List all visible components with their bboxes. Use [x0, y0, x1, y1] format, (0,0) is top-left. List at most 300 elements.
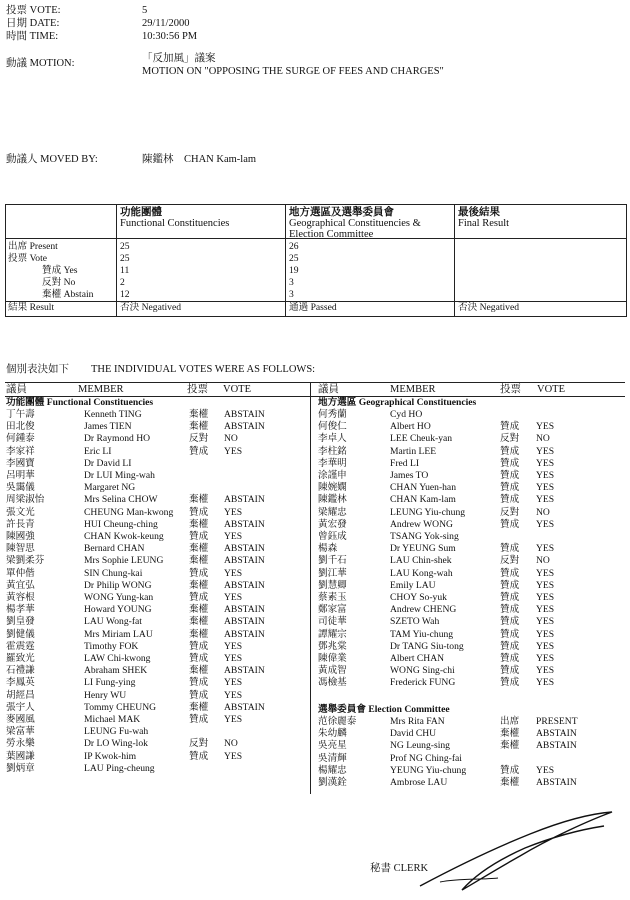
member-vote-cn: 反對	[500, 506, 520, 518]
member-vote-cn: 贊成	[500, 677, 520, 689]
member-name-cn: 單仲偕	[6, 567, 35, 579]
member-row	[318, 494, 623, 506]
member-name-en: Andrew CHENG	[390, 604, 457, 616]
member-name-cn: 呂明華	[6, 470, 35, 481]
member-name-en: CHEUNG Man-kwong	[84, 506, 174, 518]
member-vote-cn: 贊成	[500, 628, 520, 640]
member-vote-cn: 棄權	[189, 616, 209, 628]
member-name-en: Mrs Selina CHOW	[84, 494, 158, 506]
member-vote-en: ABSTAIN	[224, 665, 265, 677]
member-row	[6, 616, 306, 628]
member-vote-en: ABSTAIN	[224, 409, 265, 420]
member-vote-cn: 棄權	[189, 518, 209, 530]
left-header-vote-cn: 投票	[187, 384, 208, 395]
left-header-member-en: MEMBER	[78, 384, 124, 395]
member-name-en: Howard YOUNG	[84, 604, 152, 616]
member-name-en: CHOY So-yuk	[390, 592, 447, 603]
member-row	[6, 446, 306, 458]
member-name-en: LEUNG Yiu-chung	[390, 506, 466, 518]
member-vote-en: YES	[224, 640, 243, 652]
member-name-cn: 黃成智	[318, 665, 347, 677]
member-vote-cn: 棄權	[189, 701, 209, 713]
member-name-cn: 何秀蘭	[318, 409, 347, 420]
mover-label: 動議人 MOVED BY:	[6, 154, 98, 165]
member-vote-cn: 反對	[500, 555, 520, 567]
member-row	[318, 604, 623, 616]
member-vote-en: YES	[224, 714, 243, 725]
member-vote-en: YES	[536, 653, 555, 664]
member-name-cn: 周梁淑怡	[6, 494, 45, 506]
member-name-cn: 劉炳章	[6, 762, 35, 774]
member-name-en: Dr David LI	[84, 457, 132, 469]
member-vote-cn: 贊成	[189, 714, 209, 725]
member-vote-cn: 反對	[500, 433, 520, 445]
member-vote-en: YES	[536, 665, 555, 677]
member-name-en: IP Kwok-him	[84, 750, 137, 762]
member-vote-cn: 贊成	[500, 579, 520, 591]
member-vote-cn: 贊成	[500, 543, 520, 555]
member-name-cn: 勞永樂	[6, 738, 35, 750]
member-vote-cn: 贊成	[500, 640, 520, 652]
member-row	[318, 753, 623, 765]
row-label-present: 出席 Present	[8, 241, 58, 252]
member-row	[6, 726, 306, 738]
summary-col-geo-en2: Election Committee	[289, 229, 374, 240]
member-vote-cn: 棄權	[189, 604, 209, 616]
member-name-en: CHAN Kwok-keung	[84, 531, 164, 542]
geo-yes: 19	[289, 265, 299, 276]
member-vote-cn: 棄權	[189, 665, 209, 677]
member-vote-en: YES	[224, 677, 243, 689]
member-vote-en: YES	[536, 482, 555, 494]
member-row	[6, 580, 306, 592]
member-vote-cn: 贊成	[189, 567, 209, 579]
member-row	[6, 677, 306, 689]
functional-yes: 11	[120, 265, 130, 276]
row-label-abstain: 棄權 Abstain	[42, 289, 94, 300]
member-name-en: Mrs Miriam LAU	[84, 628, 153, 640]
member-vote-en: NO	[224, 738, 238, 750]
member-row	[6, 738, 306, 750]
member-row	[6, 421, 306, 433]
member-name-cn: 許長青	[6, 518, 35, 530]
functional-result: 否決 Negatived	[120, 302, 182, 313]
member-name-en: Fred LI	[390, 457, 420, 469]
member-name-en: Tommy CHEUNG	[84, 701, 157, 713]
member-vote-cn: 贊成	[189, 531, 209, 542]
time-label: 時間 TIME:	[6, 31, 59, 42]
member-row	[6, 629, 306, 641]
member-vote-en: ABSTAIN	[224, 616, 265, 628]
functional-vote: 25	[120, 253, 130, 264]
member-vote-cn: 贊成	[500, 567, 520, 579]
member-vote-cn: 贊成	[500, 653, 520, 664]
member-row	[6, 433, 306, 445]
motion-title-cn: 「反加風」議案	[142, 53, 216, 64]
individual-intro-en: THE INDIVIDUAL VOTES WERE AS FOLLOWS:	[91, 364, 316, 375]
member-name-en: LAU Wong-fat	[84, 616, 142, 628]
member-name-cn: 梁富華	[6, 726, 35, 738]
member-row	[318, 507, 623, 519]
member-vote-en: ABSTAIN	[224, 555, 265, 567]
member-name-cn: 曾鈺成	[318, 531, 347, 542]
member-row	[318, 629, 623, 641]
summary-col-functional-en: Functional Constituencies	[120, 218, 230, 229]
member-name-en: Frederick FUNG	[390, 677, 456, 689]
member-row	[6, 555, 306, 567]
member-row	[318, 777, 623, 789]
member-name-en: Bernard CHAN	[84, 543, 145, 555]
member-vote-en: YES	[536, 494, 555, 506]
member-vote-en: YES	[224, 567, 243, 579]
member-row	[318, 616, 623, 628]
member-vote-cn: 贊成	[189, 750, 209, 762]
member-row	[6, 470, 306, 482]
member-vote-en: YES	[224, 750, 243, 762]
member-vote-en: ABSTAIN	[536, 777, 577, 788]
member-vote-en: YES	[536, 764, 555, 776]
member-name-en: Michael MAK	[84, 714, 141, 725]
row-label-result: 結果 Result	[8, 302, 55, 313]
member-vote-en: ABSTAIN	[224, 701, 265, 713]
member-name-cn: 何鍾泰	[6, 433, 35, 445]
member-name-en: Dr TANG Siu-tong	[390, 640, 464, 652]
member-name-cn: 李鳳英	[6, 677, 35, 689]
member-name-cn: 田北俊	[6, 421, 35, 433]
member-row	[6, 604, 306, 616]
member-row	[318, 482, 623, 494]
member-vote-cn: 棄權	[500, 777, 520, 788]
summary-col-final-cn: 最後結果	[458, 207, 500, 218]
member-vote-cn: 棄權	[189, 494, 209, 506]
member-row	[318, 641, 623, 653]
member-vote-en: YES	[536, 592, 555, 603]
member-name-en: HUI Cheung-ching	[84, 518, 158, 530]
member-name-cn: 劉皇發	[6, 616, 35, 628]
geo-abstain: 3	[289, 289, 294, 300]
member-row	[6, 458, 306, 470]
member-vote-cn: 出席	[500, 716, 520, 727]
member-vote-cn: 贊成	[500, 457, 520, 469]
member-name-cn: 譚耀宗	[318, 628, 347, 640]
member-name-cn: 楊森	[318, 543, 338, 555]
member-row	[6, 568, 306, 580]
member-row	[318, 568, 623, 580]
member-name-cn: 陳偉業	[318, 653, 347, 664]
member-row	[318, 677, 623, 689]
member-vote-cn: 贊成	[189, 689, 209, 701]
member-vote-cn: 贊成	[500, 470, 520, 481]
member-row	[318, 580, 623, 592]
member-name-cn: 陳國強	[6, 531, 35, 542]
member-name-cn: 李柱銘	[318, 445, 347, 457]
member-row	[318, 531, 623, 543]
member-name-cn: 吳清輝	[318, 752, 347, 764]
member-row	[318, 740, 623, 752]
member-name-en: LAW Chi-kwong	[84, 653, 151, 664]
member-name-en: Cyd HO	[390, 409, 423, 420]
member-name-en: LAU Kong-wah	[390, 567, 453, 579]
member-name-cn: 葉國謙	[6, 750, 35, 762]
member-row	[6, 763, 306, 775]
member-vote-en: YES	[536, 543, 555, 555]
right-header-vote-en: VOTE	[537, 384, 565, 395]
member-name-cn: 馮檢基	[318, 677, 347, 689]
member-row	[318, 555, 623, 567]
member-vote-cn: 贊成	[500, 764, 520, 776]
functional-section-title: 功能團體 Functional Constituencies	[6, 397, 154, 408]
geo-result: 通過 Passed	[289, 302, 337, 313]
summary-col-final-en: Final Result	[458, 218, 510, 229]
member-vote-cn: 棄權	[189, 579, 209, 591]
summary-table	[5, 204, 627, 317]
member-row	[318, 409, 623, 421]
member-vote-cn: 棄權	[189, 421, 209, 433]
member-vote-en: ABSTAIN	[536, 728, 577, 740]
member-name-cn: 羅致光	[6, 653, 35, 664]
member-name-en: TSANG Yok-sing	[390, 531, 459, 542]
member-name-en: Abraham SHEK	[84, 665, 148, 677]
member-name-en: Eric LI	[84, 445, 112, 457]
member-name-en: James TO	[390, 470, 429, 481]
member-vote-en: NO	[536, 506, 550, 518]
member-row	[318, 458, 623, 470]
member-row	[6, 714, 306, 726]
row-label-yes: 贊成 Yes	[42, 265, 78, 276]
member-name-en: Kenneth TING	[84, 409, 142, 420]
summary-col-geo-cn: 地方選區及選舉委員會	[289, 207, 394, 218]
member-name-cn: 吳靄儀	[6, 482, 35, 494]
member-name-en: WONG Yung-kan	[84, 592, 154, 603]
geographical-section-title: 地方選區 Geographical Constituencies	[318, 397, 477, 408]
member-vote-en: ABSTAIN	[224, 421, 265, 433]
member-vote-en: YES	[536, 677, 555, 689]
member-vote-en: ABSTAIN	[224, 494, 265, 506]
member-vote-cn: 贊成	[500, 494, 520, 506]
member-vote-cn: 贊成	[500, 665, 520, 677]
left-header-member-cn: 議員	[6, 384, 27, 395]
summary-col-functional-cn: 功能團體	[120, 207, 162, 218]
member-vote-cn: 棄權	[500, 728, 520, 740]
member-vote-cn: 棄權	[500, 740, 520, 752]
member-name-cn: 胡經昌	[6, 689, 35, 701]
member-row	[6, 690, 306, 702]
motion-label: 動議 MOTION:	[6, 58, 75, 69]
member-vote-en: YES	[536, 567, 555, 579]
member-name-en: David CHU	[390, 728, 437, 740]
row-label-vote: 投票 Vote	[8, 253, 47, 264]
member-row	[6, 482, 306, 494]
member-name-cn: 司徒華	[318, 616, 347, 628]
member-name-cn: 陳鑑林	[318, 494, 347, 506]
member-name-cn: 石禮謙	[6, 665, 35, 677]
member-vote-en: YES	[536, 518, 555, 530]
member-vote-en: ABSTAIN	[224, 604, 265, 616]
right-header-member-en: MEMBER	[390, 384, 436, 395]
member-name-cn: 劉千石	[318, 555, 347, 567]
member-name-en: Mrs Sophie LEUNG	[84, 555, 164, 567]
member-row	[6, 494, 306, 506]
member-name-en: Dr Raymond HO	[84, 433, 151, 445]
member-name-cn: 李國寶	[6, 457, 35, 469]
member-name-en: LEE Cheuk-yan	[390, 433, 453, 445]
member-vote-en: YES	[224, 653, 243, 664]
member-name-cn: 張文光	[6, 506, 35, 518]
member-name-en: James TIEN	[84, 421, 132, 433]
member-row	[318, 716, 623, 728]
member-row	[318, 543, 623, 555]
member-vote-en: YES	[224, 592, 243, 603]
member-name-en: Martin LEE	[390, 445, 437, 457]
member-row	[6, 665, 306, 677]
member-row	[318, 665, 623, 677]
member-row	[6, 641, 306, 653]
member-name-en: CHAN Yuen-han	[390, 482, 456, 494]
time-value: 10:30:56 PM	[142, 31, 198, 42]
member-name-en: LI Fung-ying	[84, 677, 136, 689]
right-header-vote-cn: 投票	[500, 384, 521, 395]
right-header-member-cn: 議員	[318, 384, 339, 395]
member-name-cn: 丁午壽	[6, 409, 35, 420]
member-name-en: LEUNG Fu-wah	[84, 726, 149, 738]
member-vote-cn: 棄權	[189, 409, 209, 420]
member-name-en: SZETO Wah	[390, 616, 440, 628]
member-vote-en: YES	[536, 616, 555, 628]
member-name-cn: 劉慧卿	[318, 579, 347, 591]
motion-title-en: MOTION ON "OPPOSING THE SURGE OF FEES AND CHARGES"	[142, 66, 444, 77]
member-row	[318, 653, 623, 665]
member-row	[318, 470, 623, 482]
member-name-cn: 劉漢銓	[318, 777, 347, 788]
member-vote-en: YES	[536, 640, 555, 652]
member-name-en: WONG Sing-chi	[390, 665, 455, 677]
member-name-en: YEUNG Yiu-chung	[390, 764, 467, 776]
vote-number-label: 投票 VOTE:	[6, 5, 61, 16]
member-vote-cn: 反對	[189, 433, 209, 445]
member-name-en: Timothy FOK	[84, 640, 139, 652]
member-vote-en: NO	[536, 555, 550, 567]
member-row	[318, 446, 623, 458]
member-vote-en: YES	[224, 445, 243, 457]
member-vote-cn: 反對	[189, 738, 209, 750]
member-name-en: SIN Chung-kai	[84, 567, 143, 579]
member-vote-cn: 贊成	[500, 421, 520, 433]
final-result: 否決 Negatived	[458, 302, 520, 313]
member-vote-en: ABSTAIN	[224, 579, 265, 591]
member-vote-en: YES	[224, 689, 243, 701]
member-name-en: Dr YEUNG Sum	[390, 543, 456, 555]
member-name-cn: 何俊仁	[318, 421, 347, 433]
member-row	[318, 592, 623, 604]
member-name-cn: 劉江華	[318, 567, 347, 579]
member-row	[318, 728, 623, 740]
member-vote-cn: 贊成	[189, 653, 209, 664]
vote-number-value: 5	[142, 5, 148, 16]
functional-abstain: 12	[120, 289, 130, 300]
member-vote-cn: 贊成	[189, 592, 209, 603]
member-vote-cn: 贊成	[189, 677, 209, 689]
member-name-en: Prof NG Ching-fai	[390, 752, 462, 764]
member-row	[6, 702, 306, 714]
member-vote-en: ABSTAIN	[224, 518, 265, 530]
member-vote-cn: 贊成	[500, 604, 520, 616]
member-vote-en: YES	[536, 421, 555, 433]
member-vote-en: PRESENT	[536, 716, 578, 727]
member-name-cn: 李卓人	[318, 433, 347, 445]
member-name-cn: 霍震霆	[6, 640, 35, 652]
member-name-en: Albert CHAN	[390, 653, 445, 664]
member-vote-en: YES	[224, 531, 243, 542]
member-name-en: Ambrose LAU	[390, 777, 448, 788]
member-name-en: Dr Philip WONG	[84, 579, 152, 591]
member-name-cn: 陳智思	[6, 543, 35, 555]
member-name-en: Margaret NG	[84, 482, 136, 494]
member-name-cn: 鄭家富	[318, 604, 347, 616]
member-vote-en: NO	[224, 433, 238, 445]
member-name-en: Emily LAU	[390, 579, 436, 591]
member-name-cn: 涂謹申	[318, 470, 347, 481]
member-name-en: Albert HO	[390, 421, 431, 433]
member-name-cn: 楊耀忠	[318, 764, 347, 776]
member-name-en: Andrew WONG	[390, 518, 453, 530]
member-vote-cn: 贊成	[500, 592, 520, 603]
member-name-cn: 陳婉嫻	[318, 482, 347, 494]
member-vote-cn: 贊成	[500, 445, 520, 457]
election-section-title: 選舉委員會 Election Committee	[318, 704, 450, 715]
member-vote-en: YES	[224, 506, 243, 518]
member-vote-en: ABSTAIN	[224, 628, 265, 640]
member-row	[6, 653, 306, 665]
clerk-signature-graphic	[380, 808, 625, 893]
geo-present: 26	[289, 241, 299, 252]
member-vote-en: YES	[536, 470, 555, 481]
member-row	[6, 543, 306, 555]
member-name-en: LAU Chin-shek	[390, 555, 452, 567]
individual-intro-cn: 個別表決如下	[6, 364, 69, 375]
member-name-en: TAM Yiu-chung	[390, 628, 454, 640]
member-name-cn: 楊孝華	[6, 604, 35, 616]
member-name-cn: 李華明	[318, 457, 347, 469]
member-name-en: Dr LO Wing-lok	[84, 738, 148, 750]
member-row	[318, 765, 623, 777]
member-row	[6, 409, 306, 421]
mover-value: 陳鑑林 CHAN Kam-lam	[142, 154, 257, 165]
member-vote-cn: 贊成	[189, 506, 209, 518]
member-row	[318, 433, 623, 445]
member-name-en: Dr LUI Ming-wah	[84, 470, 155, 481]
functional-no: 2	[120, 277, 125, 288]
member-name-cn: 劉健儀	[6, 628, 35, 640]
member-name-cn: 黃宜弘	[6, 579, 35, 591]
member-vote-cn: 棄權	[189, 628, 209, 640]
geo-vote: 25	[289, 253, 299, 264]
member-row	[6, 592, 306, 604]
member-name-cn: 黃容根	[6, 592, 35, 603]
member-vote-cn: 棄權	[189, 543, 209, 555]
member-vote-cn: 贊成	[500, 482, 520, 494]
member-row	[6, 751, 306, 763]
member-name-cn: 范徐麗泰	[318, 716, 357, 727]
member-vote-cn: 贊成	[500, 616, 520, 628]
member-name-cn: 蔡素玉	[318, 592, 347, 603]
member-name-cn: 張宇人	[6, 701, 35, 713]
member-row	[6, 507, 306, 519]
member-vote-cn: 贊成	[189, 445, 209, 457]
member-vote-cn: 棄權	[189, 555, 209, 567]
member-vote-en: YES	[536, 628, 555, 640]
member-row	[318, 519, 623, 531]
member-name-en: Henry WU	[84, 689, 127, 701]
